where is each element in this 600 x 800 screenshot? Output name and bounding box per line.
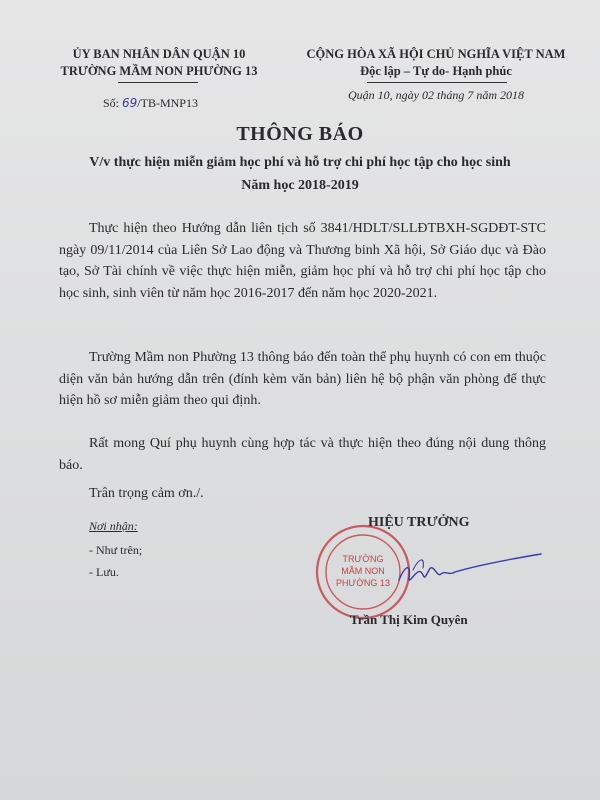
doc-number-prefix: Số: [103, 96, 123, 110]
document-number [103, 96, 198, 111]
issuer-school: TRƯỜNG MẦM NON PHƯỜNG 13 [60, 64, 258, 78]
paragraph-2: Trường Mầm non Phường 13 thông báo đến toàn thể phụ huynh có con em thuộc diện văn bản hướng dẫn trên (đính kèm văn bản) liên hệ bộ phận văn phòng để thực hiện hồ sơ miễn giảm theo qui định. [59, 350, 546, 408]
issuer-authority: ỦY BAN NHÂN DÂN QUẬN 10 [72, 47, 246, 61]
doc-number-handwritten: 69 [122, 96, 138, 110]
recipient-item: - Lưu. [89, 565, 119, 579]
signatory-name: Trần Thị Kim Quyên [350, 612, 468, 627]
document-date: Quận 10, ngày 02 tháng 7 năm 2018 [348, 88, 524, 102]
issuer-underline [118, 82, 198, 83]
recipients-label: Nơi nhận: [89, 519, 138, 533]
document-title: THÔNG BÁO [236, 123, 364, 145]
document-subtitle: V/v thực hiện miễn giảm học phí và hỗ trợ chi phí học tập cho học sinh [89, 155, 511, 170]
school-year: Năm học 2018-2019 [241, 178, 359, 193]
closing-thanks: Trân trọng cảm ơn./. [89, 486, 204, 501]
national-motto: Độc lập – Tự do- Hạnh phúc [360, 64, 512, 78]
national-title: CỘNG HÒA XÃ HỘI CHỦ NGHĨA VIỆT NAM [306, 47, 566, 61]
handwritten-signature [395, 548, 545, 593]
stamp-line-2: MẦM NON [341, 566, 385, 576]
paragraph-3: Rất mong Quí phụ huynh cùng hợp tác và thực hiện theo đúng nội dung thông báo. [59, 436, 546, 473]
stamp-line-1: TRƯỜNG [342, 554, 384, 564]
stamp-line-3: PHƯỜNG 13 [336, 578, 390, 588]
motto-underline [367, 82, 507, 83]
signatory-title: HIỆU TRƯỞNG [368, 515, 470, 530]
doc-number-suffix: /TB-MNP13 [137, 96, 198, 110]
paragraph-1: Thực hiện theo Hướng dẫn liên tịch số 3841/HDLT/SLLĐTBXH-SGDĐT-STC ngày 09/11/2014 của Liên Sở Lao động và Thương binh Xã hội, Sở Giáo dục và Đào tạo, Sở Tài chính về việc thực hiện miễn, giảm học phí và hỗ trợ chi phí học tập cho học sinh, sinh viên từ năm học 2016-2017 đến năm học 2020-2021. [59, 221, 546, 301]
recipient-item: - Như trên; [89, 543, 143, 557]
